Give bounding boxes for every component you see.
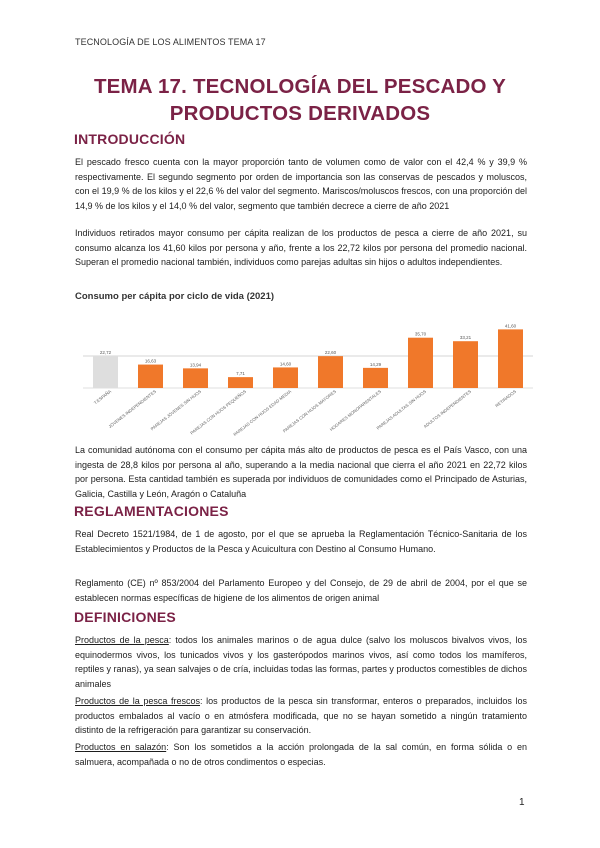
page-number: 1 <box>519 797 525 808</box>
definition-item <box>75 740 527 769</box>
regulation-paragraph-2: Reglamento (CE) nº 853/2004 del Parlamento Europeo y del Consejo, de 29 de abril de 2004, por el que se establecen normas específicas de higiene de los alimentos de origen animal <box>75 578 527 603</box>
section-heading-reglamentaciones: REGLAMENTACIONES <box>74 503 229 519</box>
bar-data-label: 14,29 <box>369 361 382 367</box>
bar-data-label: 35,70 <box>414 331 427 337</box>
intro-paragraph-1: El pescado fresco cuenta con la mayor proporción tanto de volumen como de valor con el 42,4 % y 39,9 % respectivamente. El segundo segmento por orden de importancia son las conservas de pescados y moluscos, con el 19,9 % de los kilos y el 22,6 % del valor del segmento. Mariscos/moluscos frescos, con una proporción del 14,9 % de los kilos y el 14,0 % del valor, segmento que también decrece a cierre de año 2021 <box>75 157 527 212</box>
bar-data-label: 16,63 <box>144 358 157 364</box>
category-tick-label: PAREJAS CON HIJOS EDAD MEDIA <box>232 388 293 437</box>
bar <box>363 368 388 388</box>
intro-paragraph-3: La comunidad autónoma con el consumo per cápita más alto de productos de pesca es el País Vasco, con una ingesta de 28,8 kilos por persona al año, superando a la media nacional que cierra el año 2021 en 22,72 kilos por persona. Esta cantidad también es superada por individuos de comunidades como el Principado de Asturias, Galicia, Castilla y León, Aragón o Cataluña <box>75 445 527 500</box>
chart-title: Consumo per cápita por ciclo de vida (2021) <box>75 291 275 302</box>
category-tick-label: PAREJAS CON HIJOS MAYORES <box>281 388 338 434</box>
definition-item <box>75 633 527 692</box>
page-title-line-1: TEMA 17. TECNOLOGÍA DEL PESCADO Y <box>93 75 507 98</box>
bar <box>183 368 208 388</box>
definition-term: Productos de la pesca frescos <box>75 696 201 706</box>
category-tick-label: RETIRADOS <box>494 388 518 409</box>
bar-data-label: 33,21 <box>459 335 472 341</box>
bar-data-label: 13,94 <box>189 362 202 368</box>
bar <box>273 367 298 388</box>
category-tick-label: PAREJAS JÓVENES SIN HIJOS <box>149 388 203 432</box>
regulation-paragraph-1: Real Decreto 1521/1984, de 1 de agosto, por el que se aprueba la Reglamentación Técnico-Sanitaria de los Establecimientos y Productos de la Pesca y Acuicultura con Destino al Consumo Humano. <box>75 529 527 554</box>
bar-data-label: 41,60 <box>504 323 517 329</box>
page-title-line-2: PRODUCTOS DERIVADOS <box>169 102 431 125</box>
definition-term: Productos de la pesca <box>75 635 169 645</box>
category-tick-label: PAREJAS CON HIJOS PEQUEÑOS <box>189 388 248 436</box>
definition-text: : los productos de la pesca sin transformar, enteros o preparados, incluidos los productos embalados al vacío o en atmósfera modificada, que no se hayan sometido a ningún tratamiento distinto de la refrigeración para garantizar su conservación. <box>75 696 527 736</box>
bar <box>498 329 523 388</box>
category-tick-label: T.ESPAÑA <box>92 388 113 406</box>
definition-text: : todos los animales marinos o de agua dulce (salvo los moluscos bivalvos vivos, los equinodermos vivos, los tunicados vivos y los gasterópodos marinos vivos, así como todos los mamíferos, reptiles y ranas), ya sean salvajes o de cría, incluidas todas las formas, partes y productos comestibles de dichos animales <box>75 635 527 690</box>
bar-data-label: 22,72 <box>99 349 112 355</box>
bar-data-label: 22,60 <box>324 350 337 356</box>
bar <box>228 377 253 388</box>
consumption-bar-chart <box>75 307 535 437</box>
section-heading-introduccion: INTRODUCCIÓN <box>74 131 186 147</box>
definition-item <box>75 694 527 738</box>
definition-text: : Son los sometidos a la acción prolongada de la sal común, en forma sólida o en salmuera, acompañada o no de otros condimentos o especias. <box>75 742 527 767</box>
page-title <box>60 73 540 127</box>
bar <box>453 341 478 388</box>
bar <box>408 338 433 388</box>
section-heading-definiciones: DEFINICIONES <box>74 609 176 625</box>
category-tick-label: ADULTOS INDEPENDIENTES <box>422 388 473 430</box>
intro-paragraph-2: Individuos retirados mayor consumo per cápita realizan de los productos de pesca a cierre de año 2021, su consumo alcanza los 41,60 kilos por persona y año, frente a los 22,72 kilos por persona del promedio nacional. Superan el promedio nacional también, individuos como parejas adultas sin hijos o adultos independientes. <box>75 228 527 268</box>
bar-data-label: 14,60 <box>279 361 292 367</box>
bar <box>93 356 118 388</box>
bar <box>318 356 343 388</box>
bar <box>138 365 163 388</box>
running-header: TECNOLOGÍA DE LOS ALIMENTOS TEMA 17 <box>75 37 266 47</box>
bar-data-label: 7,71 <box>236 371 245 377</box>
definition-term: Productos en salazón <box>75 742 167 752</box>
category-tick-label: HOGARES MONOPARENTALES <box>328 388 383 433</box>
category-tick-label: PAREJAS ADULTAS SIN HIJOS <box>375 388 428 431</box>
category-tick-label: JÓVENES INDEPENDIENTES <box>107 388 158 430</box>
